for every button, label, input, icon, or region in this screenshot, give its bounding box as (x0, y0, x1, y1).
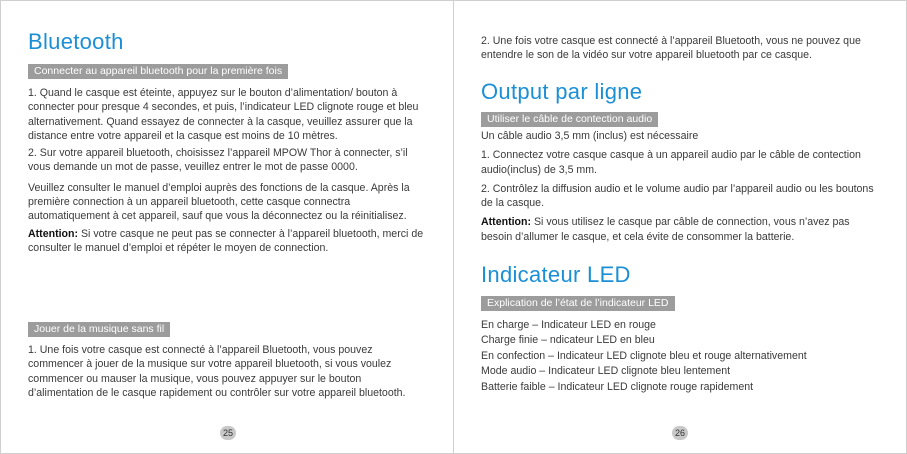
attention-text: Si votre casque ne peut pas se connecter à l’appareil bluetooth, merci de consulter le manuel d’emploi et répéter le moyen de connection. (28, 227, 424, 254)
attention-label: Attention: (28, 227, 79, 240)
list-item: En charge – Indicateur LED en rouge (481, 319, 656, 331)
section-tag: Explication de l’état de l’indicateur LED (481, 296, 675, 311)
output-requirement: Un câble audio 3,5 mm (inclus) est nécessaire (481, 130, 699, 142)
section-wireless-music (28, 319, 428, 337)
output-attention (481, 215, 883, 244)
section-audio-cable (481, 109, 883, 127)
output-steps (481, 129, 883, 244)
music-step-1: 1. Une fois votre casque est connecté à l’appareil Bluetooth, vous pouvez commencer à jouer de la musique sur votre appareil bluetooth, si vous voulez commencer ou mauser la musique, vous pouvez appuyer sur le bouton d’alimentation de le casque rapidement ou contrôler sur votre appareil bluetooth. (28, 344, 406, 399)
section-tag: Connecter au appareil bluetooth pour la première fois (28, 64, 288, 79)
right-page (481, 1, 883, 453)
list-item: Batterie faible – Indicateur LED clignote rouge rapidement (481, 380, 754, 393)
connect-steps (28, 86, 428, 255)
led-state-list (481, 318, 883, 395)
section-connect-first-time (28, 61, 428, 79)
left-page (28, 1, 428, 453)
connect-step-2: 2. Sur votre appareil bluetooth, choisissez l’appareil MPOW Thor à connecter, s’il vous demande un mot de passe, veuillez entrer le mot de passe 0000. (28, 147, 408, 174)
page-number: 25 (220, 426, 236, 440)
section-tag: Jouer de la musique sans fil (28, 322, 170, 337)
output-step-1: 1. Connectez votre casque casque à un appareil audio par le câble de contection audio(inclus) de 3,5 mm. (481, 149, 861, 176)
section-tag: Utiliser le câble de contection audio (481, 112, 658, 127)
indicator-title: Indicateur LED (481, 262, 631, 287)
music-step-2: 2. Une fois votre casque est connecté à l’appareil Bluetooth, vous ne pouvez que entendre le son de la vidéo sur votre appareil bluetooth par ce casque. (481, 35, 861, 62)
list-item: En confection – Indicateur LED clignote bleu et rouge alternativement (481, 349, 807, 362)
connect-step-1: 1. Quand le casque est éteinte, appuyez sur le bouton d’alimentation/ bouton à connecter pour presque 4 secondes, et puis, l’indicateur LED clignote rouge et bleu alternativement. Quand essayez de connecter à la casque, veuillez assurer que la distance entre votre appareil et la casque est moins de 10 mètres. (28, 87, 419, 142)
output-step-2: 2. Contrôlez la diffusion audio et le volume audio par l’appareil audio ou les boutons de la casque. (481, 182, 874, 210)
bluetooth-title: Bluetooth (28, 29, 124, 54)
output-title: Output par ligne (481, 79, 643, 104)
connect-attention (28, 227, 428, 256)
music-steps (28, 343, 428, 400)
attention-label: Attention: (481, 216, 532, 229)
list-item: Mode audio – Indicateur LED clignote bleu lentement (481, 365, 731, 378)
list-item: Charge finie – ndicateur LED en bleu (481, 334, 655, 347)
page-divider (453, 1, 454, 453)
music-step-2-block (481, 34, 883, 63)
attention-text: Si vous utilisez le casque par câble de connection, vous n’avez pas besoin d’allumer le casque, et cela évite de consommer la batterie. (481, 216, 850, 243)
page-number: 26 (672, 426, 688, 440)
connect-note: Veuillez consulter le manuel d’emploi auprès des fonctions de la casque. Après la première connection à un appareil bluetooth, cette casque connectra automatiquement à cet appareil, sauf que vous la déconnectez ou la réinitialisez. (28, 181, 410, 223)
section-led-explanation (481, 293, 883, 311)
